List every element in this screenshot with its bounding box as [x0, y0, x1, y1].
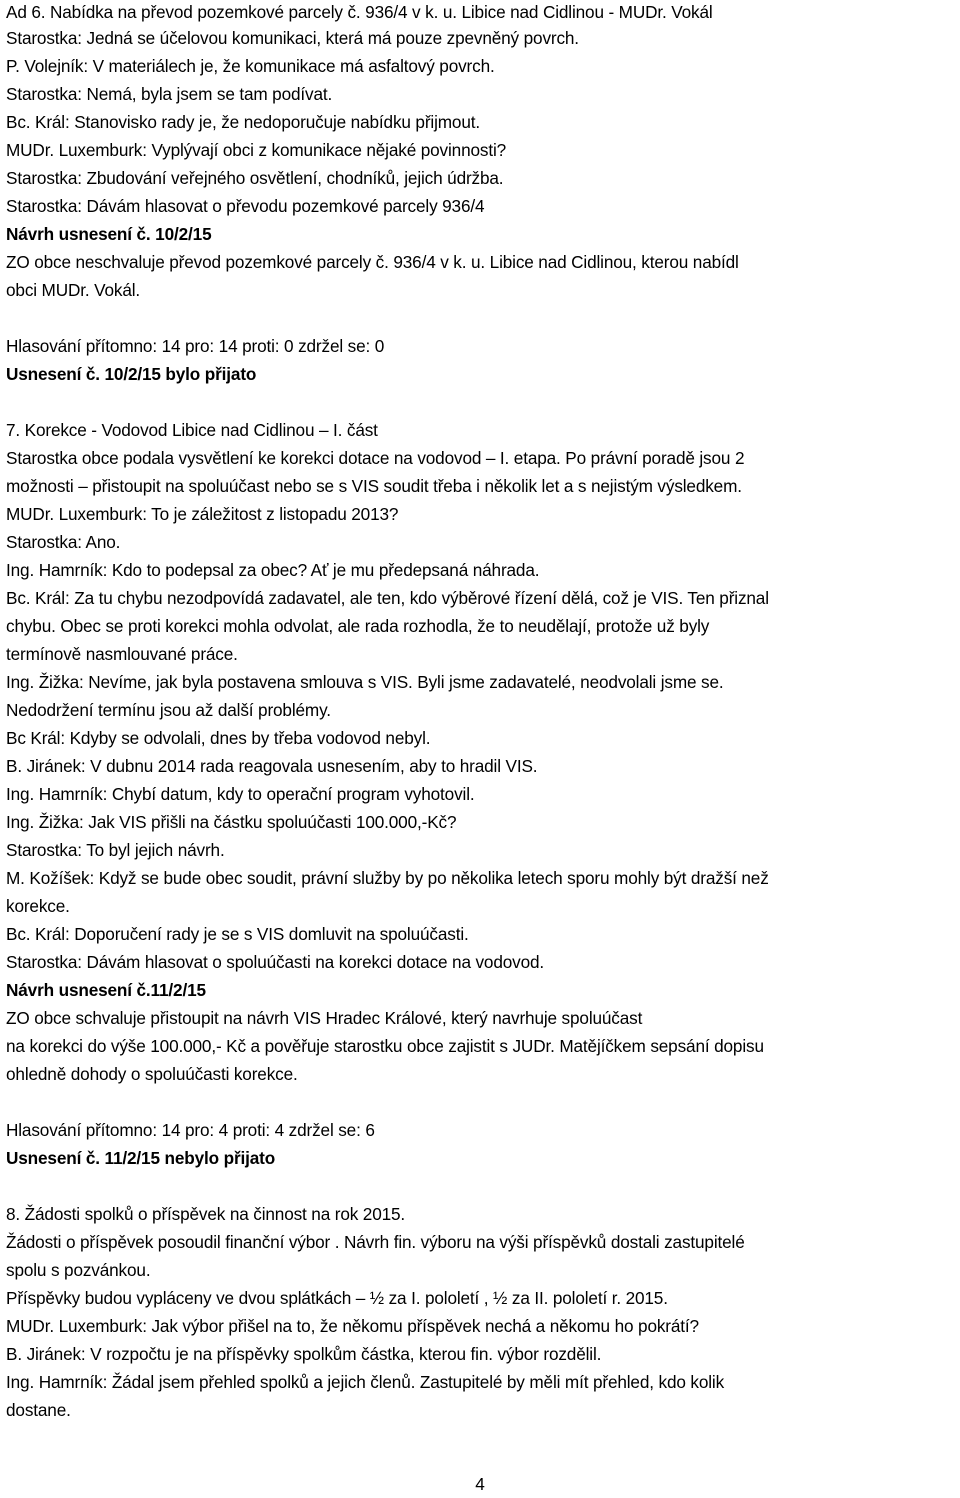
text-line: Ing. Hamrník: Chybí datum, kdy to operační program vyhotovil.	[6, 784, 475, 804]
text-line: Starostka: Dávám hlasovat o spoluúčasti na korekci dotace na vodovod.	[6, 952, 545, 972]
text-line: možnosti – přistoupit na spoluúčast nebo se s VIS soudit třeba i několik let a s nejistým výsledkem.	[6, 476, 742, 496]
text-line: MUDr. Luxemburk: To je záležitost z listopadu 2013?	[6, 504, 399, 524]
text-line: Starostka: Ano.	[6, 532, 121, 552]
text-line: Příspěvky budou vypláceny ve dvou splátkách – ½ za I. pololetí , ½ za II. pololetí r. 2015.	[6, 1288, 668, 1308]
text-line: P. Volejník: V materiálech je, že komunikace má asfaltový povrch.	[6, 56, 495, 76]
page-number: 4	[475, 1474, 485, 1494]
resolution-heading: Návrh usnesení č. 10/2/15	[6, 224, 212, 244]
text-line: Ing. Hamrník: Kdo to podepsal za obec? Ať je mu předepsaná náhrada.	[6, 560, 540, 580]
text-line: Ad 6. Nabídka na převod pozemkové parcely č. 936/4 v k. u. Libice nad Cidlinou - MUDr. Vokál	[6, 2, 713, 22]
text-line: ZO obce schvaluje přistoupit na návrh VIS Hradec Králové, který navrhuje spoluúčast	[6, 1008, 643, 1028]
text-line: Ing. Žižka: Nevíme, jak byla postavena smlouva s VIS. Byli jsme zadavatelé, neodvolali jsme se.	[6, 672, 724, 692]
text-line: chybu. Obec se proti korekci mohla odvolat, ale rada rozhodla, že to neudělají, protože už byly	[6, 616, 710, 636]
text-line: Starostka: To byl jejich návrh.	[6, 840, 225, 860]
text-line: na korekci do výše 100.000,- Kč a pověřuje starostku obce zajistit s JUDr. Matějíčkem sepsání dopisu	[6, 1036, 764, 1056]
text-line: Starostka: Nemá, byla jsem se tam podívat.	[6, 84, 333, 104]
resolution-result: Usnesení č. 10/2/15 bylo přijato	[6, 364, 257, 384]
text-line: dostane.	[6, 1400, 71, 1420]
text-line: M. Kožíšek: Když se bude obec soudit, právní služby by po několika letech sporu mohly být dražší než	[6, 868, 769, 888]
text-line: obci MUDr. Vokál.	[6, 280, 141, 300]
text-line: Starostka obce podala vysvětlení ke korekci dotace na vodovod – I. etapa. Po právní poradě jsou 2	[6, 448, 745, 468]
text-line: Starostka: Zbudování veřejného osvětlení, chodníků, jejich údržba.	[6, 168, 504, 188]
text-line: MUDr. Luxemburk: Vyplývají obci z komunikace nějaké povinnosti?	[6, 140, 507, 160]
text-line: Starostka: Jedná se účelovou komunikaci, která má pouze zpevněný povrch.	[6, 28, 579, 48]
text-line: Žádosti o příspěvek posoudil finanční výbor . Návrh fin. výboru na výši příspěvků dostali zastupitelé	[6, 1232, 745, 1252]
text-line: Starostka: Dávám hlasovat o převodu pozemkové parcely 936/4	[6, 196, 485, 216]
resolution-result: Usnesení č. 11/2/15 nebylo přijato	[6, 1148, 276, 1168]
text-line: Bc. Král: Stanovisko rady je, že nedoporučuje nabídku přijmout.	[6, 112, 480, 132]
text-line: ZO obce neschvaluje převod pozemkové parcely č. 936/4 v k. u. Libice nad Cidlinou, kterou nabídl	[6, 252, 739, 272]
text-line: Bc. Král: Za tu chybu nezodpovídá zadavatel, ale ten, kdo výběrové řízení dělá, což je VIS. Ten přiznal	[6, 588, 769, 608]
text-line: ohledně dohody o spoluúčasti korekce.	[6, 1064, 298, 1084]
text-line: Ing. Hamrník: Žádal jsem přehled spolků a jejich členů. Zastupitelé by měli mít přehled, kdo kolik	[6, 1372, 725, 1392]
text-line: Bc Král: Kdyby se odvolali, dnes by třeba vodovod nebyl.	[6, 728, 431, 748]
text-line: Ing. Žižka: Jak VIS přišli na částku spoluúčasti 100.000,-Kč?	[6, 812, 457, 832]
vote-line: Hlasování přítomno: 14 pro: 14 proti: 0 zdržel se: 0	[6, 336, 385, 356]
resolution-heading: Návrh usnesení č.11/2/15	[6, 980, 206, 1000]
text-line: MUDr. Luxemburk: Jak výbor přišel na to, že někomu příspěvek nechá a někomu ho pokrátí?	[6, 1316, 699, 1336]
text-line: korekce.	[6, 896, 70, 916]
text-line: B. Jiránek: V rozpočtu je na příspěvky spolkům částka, kterou fin. výbor rozdělil.	[6, 1344, 602, 1364]
vote-line: Hlasování přítomno: 14 pro: 4 proti: 4 zdržel se: 6	[6, 1120, 375, 1140]
section-heading: 8. Žádosti spolků o příspěvek na činnost na rok 2015.	[6, 1204, 406, 1224]
text-line: Nedodržení termínu jsou až další problémy.	[6, 700, 331, 720]
text-line: termínově nasmlouvané práce.	[6, 644, 238, 664]
text-line: Bc. Král: Doporučení rady je se s VIS domluvit na spoluúčasti.	[6, 924, 469, 944]
text-line: spolu s pozvánkou.	[6, 1260, 151, 1280]
text-line: B. Jiránek: V dubnu 2014 rada reagovala usnesením, aby to hradil VIS.	[6, 756, 538, 776]
section-heading: 7. Korekce - Vodovod Libice nad Cidlinou – I. část	[6, 420, 378, 440]
